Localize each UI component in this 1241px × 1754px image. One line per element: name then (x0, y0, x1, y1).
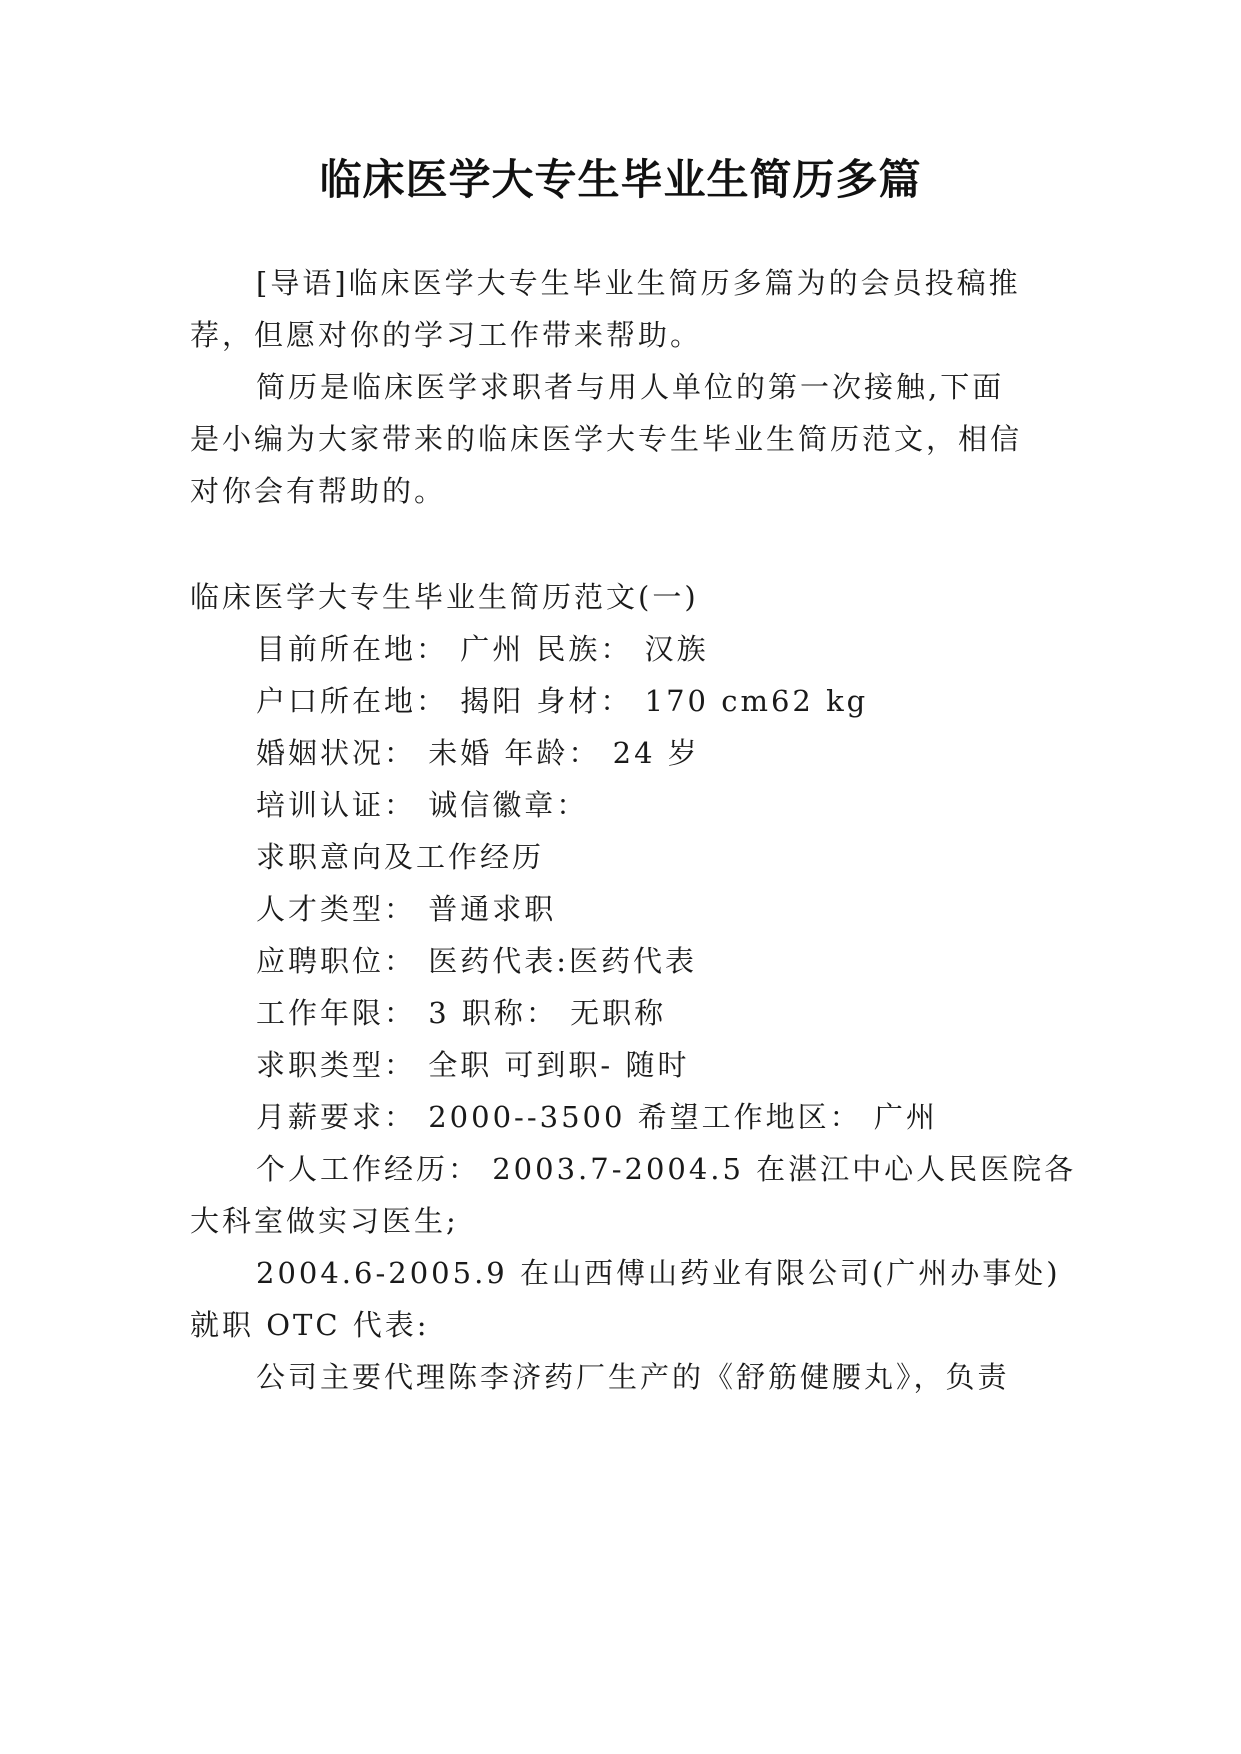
intro-line-3: 简历是临床医学求职者与用人单位的第一次接触,下面 (256, 370, 1005, 404)
resume-line-training: 培训认证： 诚信徽章： (256, 788, 589, 822)
resume-line-position: 应聘职位： 医药代表:医药代表 (256, 944, 697, 978)
resume-line-experience-1: 个人工作经历： 2003.7-2004.5 在湛江中心人民医院各 (256, 1152, 1077, 1186)
resume-line-marital: 婚姻状况： 未婚 年龄： 24 岁 (256, 736, 700, 770)
intro-line-4: 是小编为大家带来的临床医学大专生毕业生简历范文，相信 (190, 422, 1023, 456)
resume-line-experience-3: 2004.6-2005.9 在山西傅山药业有限公司(广州办事处) (256, 1256, 1061, 1290)
resume-line-talent-type: 人才类型： 普通求职 (256, 892, 557, 926)
resume-line-job-type: 求职类型： 全职 可到职- 随时 (256, 1048, 690, 1082)
resume-line-hukou: 户口所在地： 揭阳 身材： 170 cm62 kg (256, 684, 869, 718)
resume-line-intention: 求职意向及工作经历 (256, 840, 545, 874)
intro-line-1: [导语]临床医学大专生毕业生简历多篇为的会员投稿推 (256, 266, 1021, 300)
resume-line-location: 目前所在地： 广州 民族： 汉族 (256, 632, 709, 666)
intro-line-5: 对你会有帮助的。 (190, 474, 447, 508)
resume-line-experience-4: 就职 OTC 代表: (190, 1308, 430, 1342)
resume-line-salary: 月薪要求： 2000--3500 希望工作地区： 广州 (256, 1100, 938, 1134)
resume-line-experience-5: 公司主要代理陈李济药厂生产的《舒筋健腰丸》，负责 (256, 1360, 1010, 1394)
intro-line-2: 荐，但愿对你的学习工作带来帮助。 (190, 318, 703, 352)
document-title: 临床医学大专生毕业生简历多篇 (319, 155, 922, 204)
resume-line-experience-2: 大科室做实习医生; (190, 1204, 459, 1238)
resume-line-years: 工作年限： 3 职称： 无职称 (256, 996, 667, 1030)
section-heading: 临床医学大专生毕业生简历范文(一) (190, 580, 699, 614)
